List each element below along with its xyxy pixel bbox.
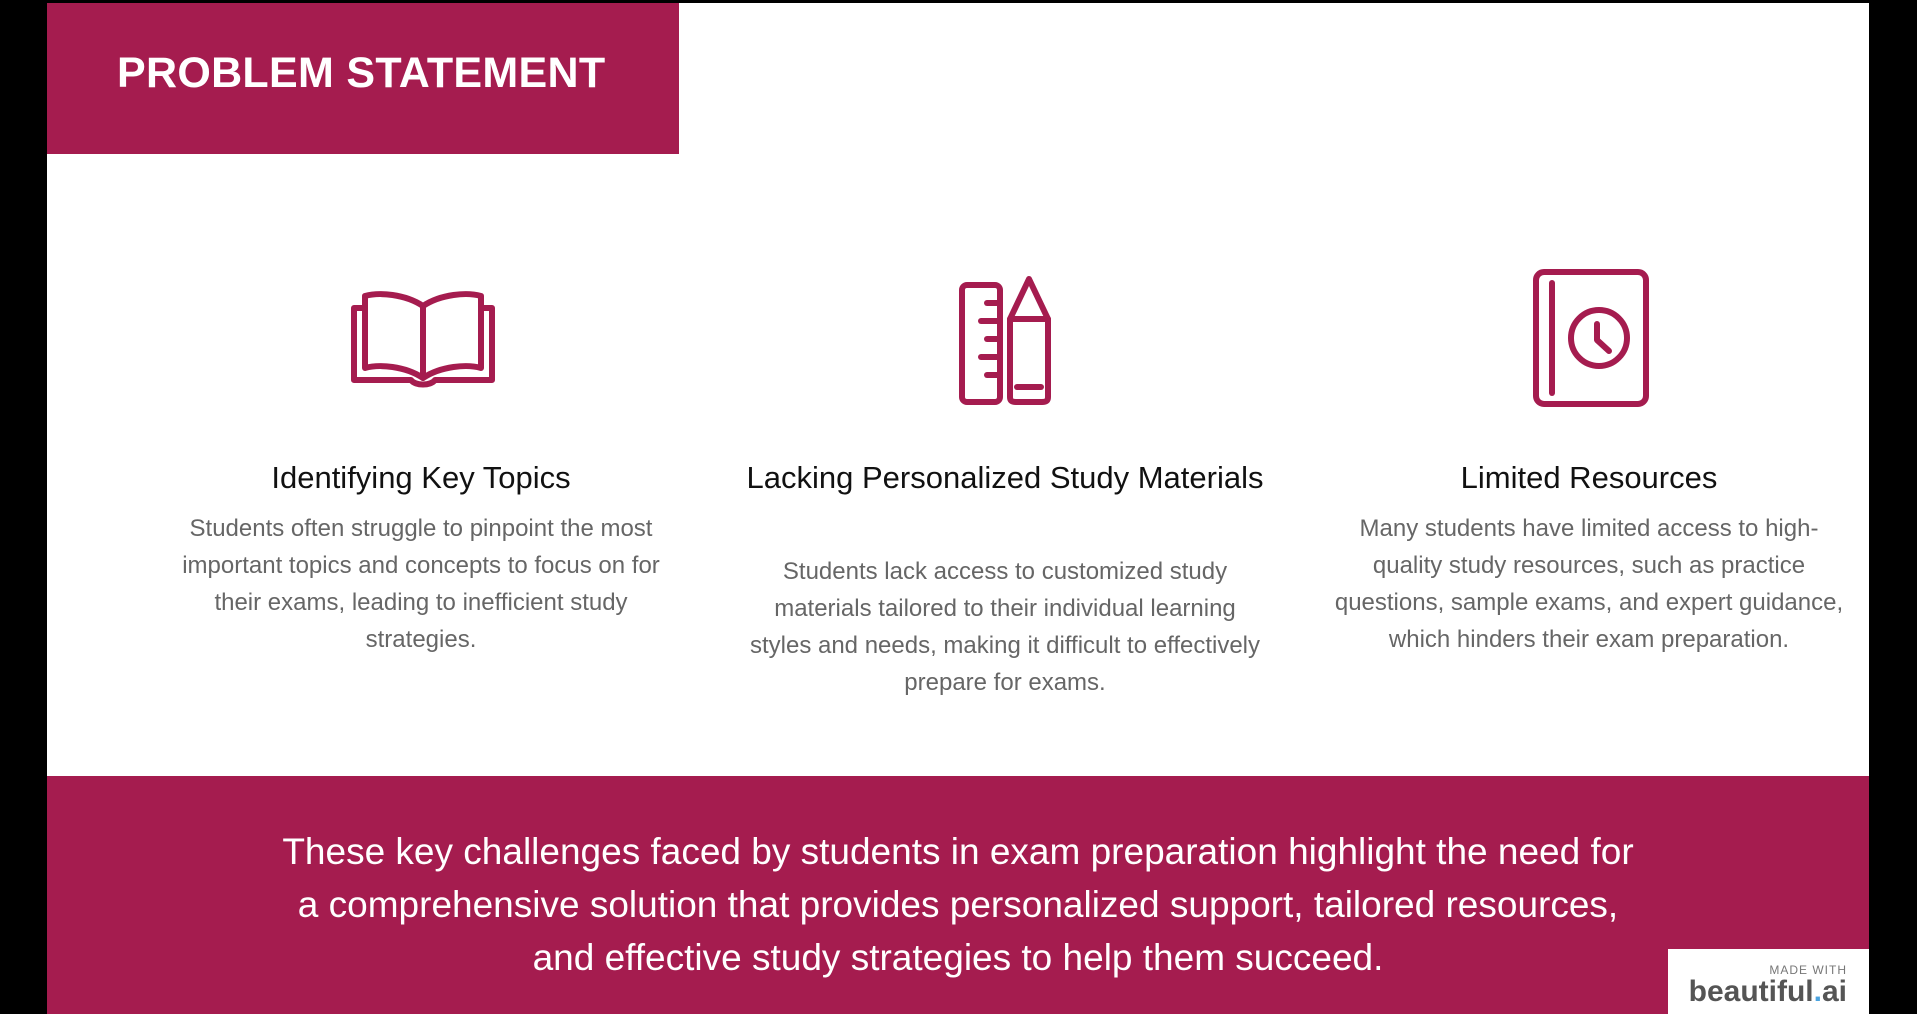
page-title: PROBLEM STATEMENT <box>117 49 606 97</box>
ruler-pencil-icon <box>959 275 1051 405</box>
slide <box>47 3 1869 1014</box>
column-heading: Identifying Key Topics <box>271 460 571 495</box>
badge-caption: MADE WITH <box>1769 963 1847 977</box>
book-clock-icon <box>1533 269 1649 407</box>
summary-text: These key challenges faced by students in exam preparation highlight the need for a comprehensive solution that provides personalized support, tailored resources, and effective study strategies to help them succeed. <box>282 831 1634 978</box>
column-body: Many students have limited access to high-quality study resources, such as practice questions, sample exams, and expert guidance, which hinders their exam preparation. <box>1334 515 1844 653</box>
made-with-badge[interactable] <box>1668 949 1869 1014</box>
brand-dot: . <box>1813 975 1822 1008</box>
column-body: Students often struggle to pinpoint the most important topics and concepts to focus on for their exams, leading to inefficient study strategies. <box>182 515 660 653</box>
summary-banner <box>47 776 1869 1014</box>
column-heading: Lacking Personalized Study Materials <box>746 460 1264 495</box>
open-book-icon <box>349 288 497 392</box>
brand-suffix: ai <box>1821 975 1847 1008</box>
title-block <box>47 3 679 154</box>
column-body: Students lack access to customized study materials tailored to their individual learning styles and needs, making it difficult to effectively prepare for exams. <box>749 558 1261 696</box>
column-heading: Limited Resources <box>1460 460 1718 495</box>
brand-name: beautiful <box>1688 975 1814 1008</box>
brand-logo <box>1689 975 1847 1009</box>
